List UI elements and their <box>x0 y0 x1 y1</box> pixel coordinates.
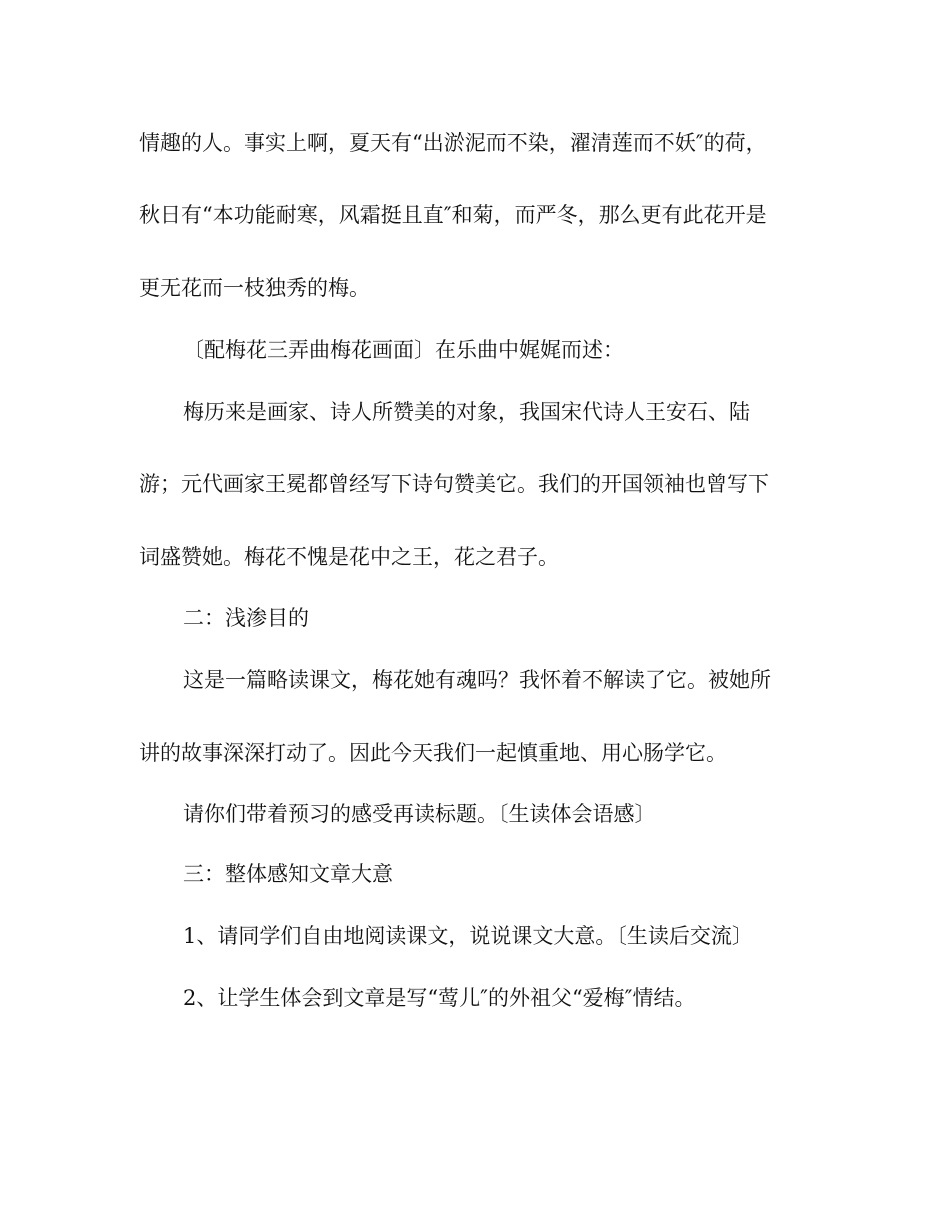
text-line: 这是一篇略读课文，梅花她有魂吗？我怀着不解读了它。被她所 <box>183 668 771 692</box>
text-line: 秋日有“本功能耐寒，风霜挺且直″和菊，而严冬，那么更有此花开是 <box>139 203 767 227</box>
text-line: 词盛赞她。梅花不愧是花中之王，花之君子。 <box>139 545 559 569</box>
text-line: 游；元代画家王冕都曾经写下诗句赞美它。我们的开国领袖也曾写下 <box>139 472 769 496</box>
section-heading: 三：整体感知文章大意 <box>183 862 393 886</box>
text-line: 梅历来是画家、诗人所赞美的对象，我国宋代诗人王安石、陆 <box>183 400 750 424</box>
list-item: 2、让学生体会到文章是写“莺儿″的外祖父“爱梅″情结。 <box>183 986 696 1010</box>
list-item: 1、请同学们自由地阅读课文，说说课文大意。〔生读后交流〕 <box>183 924 753 948</box>
text-line: 〔配梅花三弄曲梅花画面〕在乐曲中娓娓而述： <box>183 338 624 362</box>
text-line: 情趣的人。事实上啊，夏天有“出淤泥而不染，濯清莲而不妖″的荷， <box>139 131 767 155</box>
text-line: 请你们带着预习的感受再读标题。〔生读体会语感〕 <box>183 802 656 826</box>
text-line: 讲的故事深深打动了。因此今天我们一起慎重地、用心肠学它。 <box>139 741 727 765</box>
text-line: 更无花而一枝独秀的梅。 <box>139 276 370 300</box>
section-heading: 二：浅渗目的 <box>183 606 309 630</box>
